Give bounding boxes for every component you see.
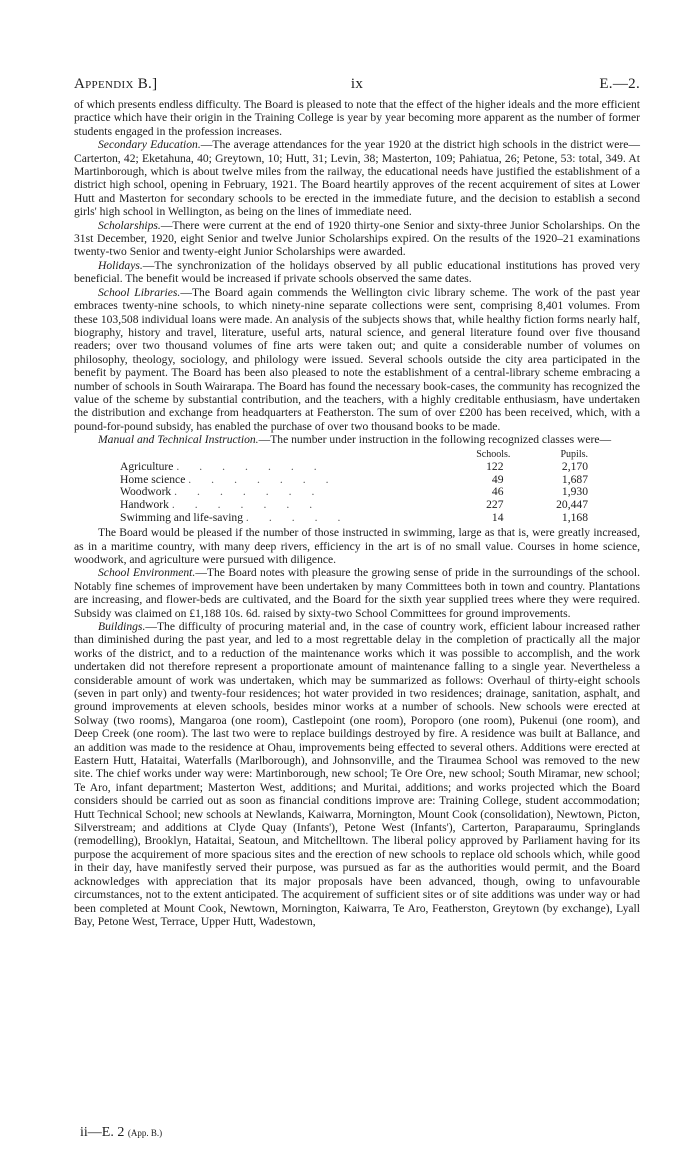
paragraph-heading: Secondary Education. [98, 138, 201, 152]
paragraph-heading: Scholarships. [98, 218, 161, 232]
column-header-schools: Schools. [476, 448, 511, 460]
paragraph-heading: Manual and Technical Instruction. [98, 433, 259, 447]
table-row: Home science ....... 49 1,687 [120, 472, 588, 486]
page-number: ix [350, 76, 364, 92]
table-row: Woodwork ....... 46 1,930 [120, 485, 588, 499]
paragraph: of which presents endless difficulty. The Board is pleased to note that the effect of the higher ideals and the more efficient practice which have their origin in the Training College is year by year becoming more apparent as the number of former students engaged in the profession increases. [74, 98, 640, 138]
paragraph-buildings: Buildings.—The difficulty of procuring material and, in the case of country work, efficient labour increased rather than diminished during the past year, and led to a most regrettable delay in the completion of practically all the major works of the district, and to a reduction of the maintenance works which it was possible to accomplish, and the work undertaken did not therefore represent a proportionate amount of maintenance falling to a single year. Nevertheless a considerable amount of work was undertaken, which may be summarized as follows: Overhaul of thirty-eight schools (seven in part only) and twenty-four residences; hot water provided in two residences; drainage, sanitation, asphalt, and ground improvements at eleven schools, besides minor works at a number of schools. New schools were erected at Solway (two rooms), Mangaroa (one room), Castlepoint (one room), Poroporo (one room), Pukenui (one room), and Deep Creek (one room). The last two were to replace buildings destroyed by fire. A residence was built at Ballance, and an addition was made to the residence at Ohau, improvements being effected to several others. Additions were erected at Eastern Hutt, Hataitai, Waterfalls (Marlborough), and Johnsonville, and the Tiraumea School was removed to the new site. The chief works under way were: Martinborough, new school; Te Ore Ore, new school; South Miramar, new school; Te Aro, infant department; Masterton West, additions; and Muritai, additions; and works projected which the Board considers should be carried out as soon as financial conditions improve are: Training College, student accommodation; Hutt Technical School; new schools at Newlands, Kaiwarra, Mornington, Mount Cook (consolidation), Newtown, Picton, Silverstream; and additions at Clyde Quay (Infants'), Petone West (Infants'), Carterton, Paraparaumu, Springlands (remodelling), Brooklyn, Hataitai, Seatoun, and Mitchelltown. The liberal policy approved by Parliament having for its purpose the acquirement of more spacious sites and the erection of new schools to replace old schools which, while good in their day, have manifestly served their purpose, was pursued as far as the authorities would permit, and the Board acknowledges with appreciation that its major proposals have been advanced, though, owing to unfavourable circumstances, not to the extent anticipated. The acquirement of sufficient sites or of site additions was under way or had been completed at Mount Cook, Newtown, Mornington, Kaiwarra, Te Aro, Featherston, Greytown (by exchange), Lyall Bay, Petone West, Terrace, Upper Hutt, Wadestown, [74, 619, 640, 928]
paragraph-swimming: The Board would be pleased if the number of those instructed in swimming, large as that is, were greatly increased, as in a maritime country, with many deep rivers, efficiency in the art is of no small value. Courses in home science, woodwork, and agriculture were pursued with diligence. [74, 526, 640, 566]
paragraph-manual-instruction: Manual and Technical Instruction.—The number under instruction in the following recognized classes were— [98, 433, 612, 447]
cell-pupils: 20,447 [556, 497, 588, 511]
cell-pupils: 1,930 [561, 485, 588, 499]
paragraph-secondary-education: Secondary Education.—The average attendances for the year 1920 at the district high schools in the district were—Carterton, 42; Eketahuna, 40; Greytown, 10; Hutt, 31; Levin, 38; Masterton, 109; Pahiatua, 26; Petone, 53: total, 349. At Martinborough, which is about twelve miles from the railway, the educational needs have justified the establishment of a district high school, opening in February, 1921. The Board heartily approves of the recent acquirement of sites at Lower Hutt and Masterton for secondary schools to be erected in the immediate future, and the decision to establish a second girls' high school in Wellington, as being on the lines of immediate need. [74, 138, 640, 219]
classes-table [120, 449, 588, 525]
table-row: Handwork ....... 227 20,447 [120, 497, 588, 511]
cell-schools: 49 [491, 472, 504, 486]
signature-small: (App. B.) [127, 1128, 163, 1138]
table-row: Swimming and life-saving ..... 14 1,168 [120, 510, 588, 524]
cell-schools: 227 [486, 497, 504, 511]
cell-schools: 46 [491, 485, 504, 499]
paragraph-school-libraries: School Libraries.—The Board again commends the Wellington civic library scheme. The work of the past year embraces twenty-nine schools, to which ninety-nine separate collections were sent, comprising 8,401 volumes. From these 103,508 individual loans were made. An analysis of the subjects shows that, while healthy fiction forms nearly half, biography, history and travel, literature, useful arts, natural science, and general literature found over five thousand readers; over two thousand volumes of fine arts were taken out; and quite a considerable number of volumes on philosophy, theology, sociology, and philology were issued. Several schools outside the city area participated in the benefit by payment. The Board has been also pleased to note the establishment of a central-library scheme embracing a number of schools in South Wairarapa. The Board has found the necessary book-cases, the community has recognized the value of the scheme by substantial contribution, and the teachers, with a highly creditable enthusiasm, have undertaken the distribution and exchange from headquarters at Featherston. The sum of over £200 has been received, which, with a pound-for-pound subsidy, has enabled the purchase of over two thousand books to be made. [74, 285, 640, 433]
cell-schools: 14 [491, 510, 504, 524]
row-label: Home science [120, 473, 186, 486]
table-header-row [120, 449, 588, 462]
cell-pupils: 1,687 [561, 472, 588, 486]
signature-main: ii—E. 2 [80, 1125, 125, 1140]
running-header [74, 60, 640, 92]
table-row: Agriculture ....... 122 2,170 [120, 460, 588, 474]
paragraph-scholarships: Scholarships.—There were current at the end of 1920 thirty-one Senior and sixty-three Junior Scholarships. On the 31st December, 1920, eight Senior and twelve Junior Scholarships expired. On the results of the 1920–21 examinations twenty-two Senior and twenty-eight Junior Scholarships were awarded. [74, 218, 640, 259]
row-label: Woodwork [120, 486, 172, 499]
row-label: Swimming and life-saving [120, 511, 244, 524]
paragraph-holidays: Holidays.—The synchronization of the holidays observed by all public educational institutions has proved very beneficial. The benefit would be increased if private schools observed the same dates. [74, 258, 640, 286]
header-reference: E.—2. [599, 76, 640, 92]
cell-pupils: 1,168 [561, 510, 588, 524]
header-appendix: Appendix B.] [74, 76, 158, 92]
paragraph-heading: School Environment. [98, 566, 196, 580]
row-label: Agriculture [120, 461, 174, 474]
paragraph-heading: Buildings. [98, 619, 146, 633]
paragraph-heading: School Libraries. [98, 285, 181, 299]
cell-schools: 122 [486, 460, 504, 474]
row-label: Handwork [120, 498, 169, 511]
paragraph-heading: Holidays. [98, 258, 143, 272]
body-text [74, 98, 640, 928]
paragraph-school-environment: School Environment.—The Board notes with pleasure the growing sense of pride in the surroundings of the school. Notably fine schemes of improvement have been undertaken by many Committees both in town and country. Plantations are increasing, and flower-beds are cultivated, and the Board for the sixth year supplied trees where they were required. Subsidy was claimed on £1,188 10s. 6d. raised by sixty-two School Committees for ground improvements. [74, 566, 640, 620]
signature-mark [80, 1126, 162, 1140]
cell-pupils: 2,170 [561, 460, 588, 474]
column-header-pupils: Pupils. [560, 448, 588, 460]
